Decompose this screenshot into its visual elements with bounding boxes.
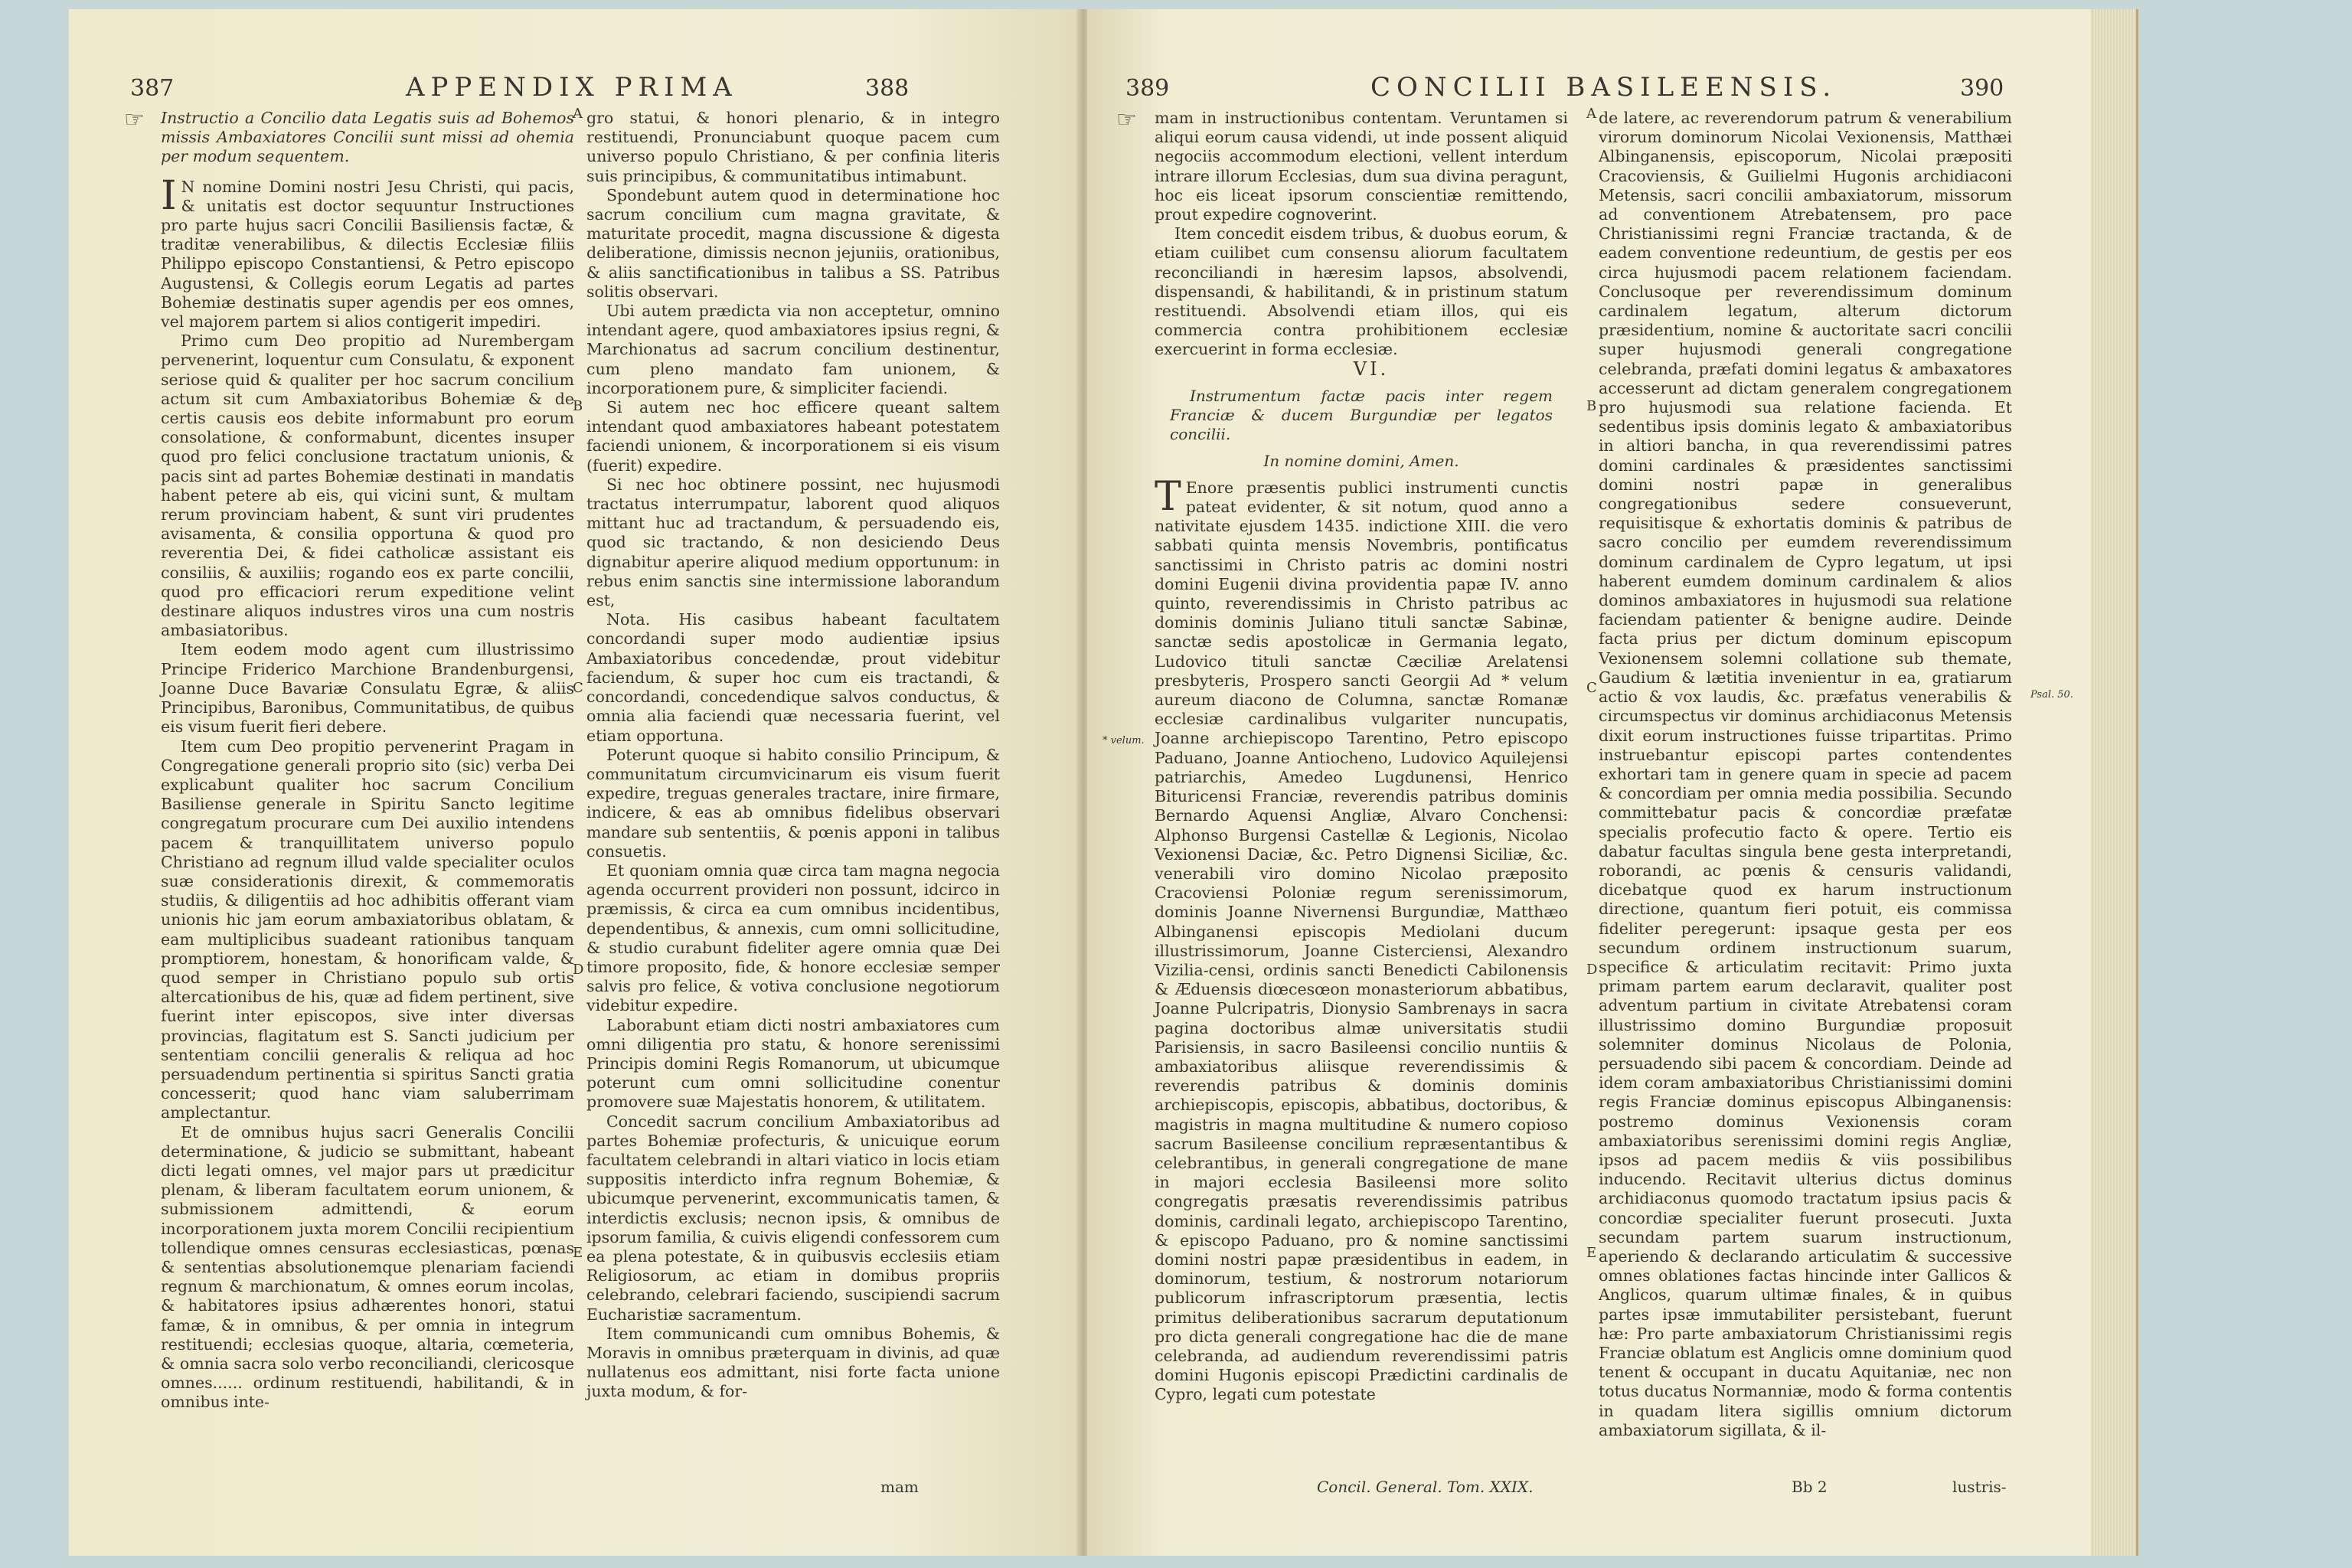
paragraph [586,861,1000,1016]
left-page-column-1 [161,109,574,1413]
page-number-389: 389 [1125,75,1170,102]
paragraph-text: Instrumentum factæ pacis inter regem Franciæ & ducem Burgundiæ per legatos concilii. [1170,386,1553,443]
paragraph-text: Item cum Deo propitio pervenerint Pragam in Congregatione generali proprio sito (sic) verba Dei explicabunt qualiter hoc sacrum Concilium Basiliense generale in Spiritu Sancto legitime congregatum procurare cum Dei auxilio intendens pacem & tranquillitatem universo populo Christiano ad regnum illud valde specialiter oculos suæ considerationis direxit, & commemoratis studiis, & diligentiis ad hoc adhibitis offerant viam unionis hic jam eorum ambaxiatoribus oblatam, & eam multiplicibus suadeant rationibus tanquam promptiorem, honestam, & honorificam valde, & quod semper in Christiano populo sub ortis altercationibus de his, quæ ad fidem pertinent, sive fuerint inter episcopos, sive inter diversas provincias, flagitatum est S. Sancti judicium per sententiam concilii generalis & reliqua ad hoc persuadendum pertinentia si spiritus Sancti gratia concesserit; quod hanc viam saluberrimam amplectantur. [161,737,574,1122]
running-head-appendix: APPENDIX PRIMA [406,72,738,103]
paragraph-text: Si nec hoc obtinere possint, nec hujusmodi tractatus interrumpatur, laborent quod aliquos mittant huc ad tractandum, & persuadendo eis, quod sic tractando, & non desiciendo Deus dignabitur aperire aliquod medium opportunum: in rebus enim sanctis sine intermissione laborandum est, [586,475,1000,610]
section-heading [1170,387,1553,444]
paragraph-text: mam in instructionibus contentam. Veruntamen si aliqui eorum causa videndi, ut inde possent aliquid negociis accommodum electioni, vellent interdum intrare illorum Ecclesias, dum sua divina peragunt, hoc eis liceat ipsorum conscientiæ remittendo, prout expedire cognoverint. [1155,109,1568,224]
paragraph-text: Item concedit eisdem tribus, & duobus eorum, & etiam cuilibet cum consensu aliorum facultatem reconciliandi in hæresim lapsos, absolvendi, dispensandi, & habilitandi, & in pristinum statum restituendi. Absolvendi etiam illos, qui eis commercia contra prohibitionem ecclesiæ exercuerint in forma ecclesiæ. [1155,224,1568,359]
paragraph [586,186,1000,302]
paragraph [586,109,1000,186]
page-edges [2090,9,2138,1556]
paragraph-text: Et quoniam omnia quæ circa tam magna negocia agenda occurrent provideri non possunt, idcirco in præmissis, & circa ea cum omnibus incidentibus, dependentibus, & annexis, cum omni sollicitudine, & studio curabunt fideliter agere omnia quæ Dei timore proposito, fide, & honore ecclesiæ semper salvis pro felice, & votiva conclusione negotiorum videbitur expedire. [586,861,1000,1015]
margin-note-velum: * velum. [1102,735,1145,746]
paragraph-text: Instructio a Concilio data Legatis suis ad Bohemos missis Ambaxiatores Concilii sunt missi ad ohemia per modum sequentem. [161,109,574,166]
paragraph-text: Ubi autem prædicta via non acceptetur, omnino intendant agere, quod ambaxiatores ipsius regni, & Marchionatus ad sacrum concilium destinentur, cum pleno mandato fam unionem, & incorporationem pure, & simpliciter faciendi. [586,302,1000,397]
section-letter-c-left: C [573,680,583,696]
paragraph [586,475,1000,610]
paragraph-text: Spondebunt autem quod in determinatione hoc sacrum concilium cum magna gravitate, & maturitate procedit, magna discussione & digesta deliberatione, dimissis necnon jejuniis, orationibus, & aliis sanctificationibus in talibus a SS. Patribus solitis observari. [586,185,1000,301]
section-letter-d-right: D [1586,962,1598,978]
paragraph [586,746,1000,861]
section-letter-a-right: A [1586,106,1596,122]
footer-signature: Bb 2 [1792,1478,1828,1496]
footer-volume: Concil. General. Tom. XXIX. [1317,1478,1534,1496]
paragraph [161,172,574,332]
paragraph-text: VI. [1353,358,1390,380]
section-number [1155,360,1568,379]
section-letter-b-right: B [1586,398,1597,414]
paragraph-text: Primo cum Deo propitio ad Nurembergam pervenerint, loquentur cum Consulatu, & exponent seriose quid & qualiter per hoc sacrum concilium actum sit cum Ambaxiatoribus Bohemiæ & de certis causis eos debite informabunt pro eorum consolatione, & conformabunt, dicentes insuper quod pro felici conclusione tractatum unionis, & pacis sint ad partes Bohemiæ destinati in mandatis habent petere ab eis, qui vicini sunt, & multam rerum provinciam habent, & sunt viri prudentes avisamenta, & consilia opportuna & quod pro reverentia Dei, & fidei catholicæ assistant eis consiliis, & auxiliis; rogando eos ex parte concilii, quod pro efficaciori rerum expeditione velint destinare aliquos industres viros una cum nostris ambasiatoribus. [161,332,574,640]
left-page [69,9,1080,1556]
paragraph-text: Poterunt quoque si habito consilio Principum, & communitatum circumvicinarum eis visum fuerit expedire, treguas generales tractare, inire firmare, indicere, & eas ab omnibus fidelibus observari mandare sub sententiis, & pœnis apponi in talibus consuetis. [586,745,1000,861]
margin-note-psalm: Psal. 50. [2030,689,2073,701]
book-spread [69,9,2128,1556]
paragraph [1599,109,2012,1440]
paragraph [1155,473,1568,1405]
left-page-column-2 [586,109,1000,1402]
paragraph [586,1112,1000,1325]
paragraph [161,109,574,167]
left-catchword: mam [880,1478,919,1496]
right-page-column-2 [1599,109,2012,1440]
paragraph-text: Item eodem modo agent cum illustrissimo Principe Friderico Marchione Brandenburgensi, Joanne Duce Bavariæ Consulatu Egræ, & aliis Principibus, Baronibus, Communitatibus, de quibus eis visum fuerit fieri debere. [161,640,574,737]
paragraph-text: Enore præsentis publici instrumenti cunctis pateat evidenter, & sit notum, quod anno a nativitate ejusdem 1435. indictione XIII. die vero sabbati quinta mensis Novembris, pontificatus sanctissimi in Christo patris ac domini nostri domini Eugenii divina providentia papæ IV. anno quinto, reverendissimis in Christo patribus ac dominis dominis Juliano tituli sanctæ Sabinæ, sanctæ sedis apostolicæ in Germania legato, Ludovico tituli sanctæ Cæciliæ Arelatensi presbyteris, Prospero sancti Georgii Ad * velum aureum diacono de Columna, sanctæ Romanæ ecclesiæ cardinalibus vulgariter nuncupatis, Joanne archiepiscopo Tarentino, Petro episcopo Paduano, Joanne Antiocheno, Ludovico Aquilejensi patriarchis, Amedeo Lugdunensi, Henrico Bituricensi Franciæ, reverendis patribus dominis Bernardo Aquensi Angliæ, Alvaro Conchensi: Alphonso Burgensi Castellæ & Legionis, Nicolao Vexionensi Daciæ, &c. Petro Dignensi Siciliæ, &c. venerabili viro domino Nicolao præposito Cracoviensi Poloniæ regum serenissimorum, dominis Joanne Nivernensi Burgundiæ, Matthæo Albinganensi episcopis Mediolani ducum illustrissimorum, Joanne Cisterciensi, Alexandro Vizilia-censi, ordinis sancti Benedicti Cabilonensis & Æduensis diœcesœon monasteriorum abbatibus, Joanne Pulcripatris, Dionysio Sambrenays in sacra pagina doctoribus almæ universitatis studii Parisiensis, in sacro Basileensi concilio nuntiis & ambaxiatoribus aliisque reverendissimis & reverendis patribus & dominis dominis archiepiscopis, episcopis, abbatibus, doctoribus, & magistris in magna multitudine & numero copioso sacrum Basileense concilium repræsentantibus & celebrantibus, in generali congregatione de mane in majori ecclesia Basileensi more solito congregatis præsatis reverendissimis patribus dominis, cardinali legato, archiepiscopo Tarentino, & episcopo Paduano, pro & nomine sanctissimi domini nostri papæ præsidentibus in eadem, in dominorum, testium, & nostrorum notariorum publicorum infrascriptorum præsentia, lectis primitus deliberationibus sacrarum deputationum pro dicta generali congregatione hac die de mane celebranda, ad audiendum reverendissimi patris domini Hugonis episcopi Prædictini cardinalis de Cypro, legati cum potestate [1155,478,1568,1404]
paragraph [586,1016,1000,1112]
section-letter-b-left: B [573,398,583,414]
paragraph-text: Laborabunt etiam dicti nostri ambaxiatores cum omni diligentia pro statu, & honore serenissimi Principis domini Regis Romanorum, ut ubicumque poterunt cum omni sollicitudine conentur promovere suæ Majestatis honorem, & utilitatem. [586,1015,1000,1112]
right-catchword: lustris- [1952,1478,2007,1496]
paragraph [161,332,574,640]
paragraph-text: de latere, ac reverendorum patrum & venerabilium virorum dominorum Nicolai Vexionensis, Matthæi Albinganensis, episcoporum, Nicolai præpositi Cracoviensis, & Guilielmi Hugonis archidiaconi Metensis, sacri concilii ambaxiatorum, missorum ad conventionem Atrebatensem, pro pace Christianissimi regni Franciæ tractanda, & de eadem conventione redeuntium, de gestis per eos circa hujusmodi pacem relationem faciendam. Conclusoque per reverendissimum dominum cardinalem legatum, alterum dictorum præsidentium, nomine & auctoritate sacri concilii super hujusmodi generali congregatione celebranda, præfati domini legatus & ambaxatores accesserunt ad dictam generalem congregationem pro hujusmodi sua relatione facienda. Et sedentibus ipsis dominis legato & ambaxiatoribus in altiori bancha, in qua reverendissimi patres domini cardinales & præsidentes sanctissimi domini nostri papæ in generalibus congregationibus sedere consueverunt, requisitisque & exhortatis dominis & patribus de sacro concilio per eumdem reverendissimum dominum cardinalem de Cypro legatum, ut ipsi haberent eumdem dominum cardinalem & alios dominos ambaxiatores in hujusmodi sua relatione faciendam patienter & benigne audire. Deinde facta prius per dictum dominum episcopum Vexionensem solemni collatione sub themate, Gaudium & lætitia invenientur in ea, gratiarum actio & vox laudis, &c. præfatus venerabilis & circumspectus vir dominus archidiaconus Metensis dixit eorum instructiones fuisse tripartitas. Primo instruebantur episcopi partes contendentes exhortari tam in genere quam in specie ad pacem & concordiam per omnia media possibilia. Secundo committebatur pacis & concordiæ præfatæ specialis profecutio facto & opere. Tertio eis dabatur facultas singula bene gesta interpretandi, roborandi, ac pœnis & censuris validandi, dicebatque quod ex harum instructionum directione, quantum fieri potuit, eis commissa fideliter peregerunt: ipsaque gesta per eos secundum ordinem instructionum suarum, specifice & articulatim recitavit: Primo juxta primam partem earum declaravit, qualiter post adventum partium in civitate Atrebatensi coram illustrissimo domino Burgundiæ proposuit solemniter dominus Nicolaus de Polonia, persuadendo sibi pacem & concordiam. Deinde ad idem coram ambaxiatoribus Christianissimi domini regis Franciæ dominus episcopus Albinganensis: postremo dominus Vexionensis coram ambaxiatoribus serenissimi domini regis Angliæ, ipsos ad pacem mediis & viis possibilibus inducendo. Recitavit ulterius dictus dominus archidiaconus quomodo tractatum ipsius pacis & concordiæ specialiter fuerunt prosecuti. Juxta secundam partem suarum instructionum, aperiendo & declarando articulatim & successive omnes oblationes factas hincinde inter Gallicos & Anglicos, quarum ultimæ finales, & in quibus partes ipsæ immutabiliter persistebant, fuerunt hæ: Pro parte ambaxiatorum Christianissimi regis Franciæ oblatum est Anglicis omne dominium quod tenent & occupant in ducatu Aquitaniæ, nec non totus ducatus Normanniæ, modo & forma contentis in quadam litera sigillis omnium dictorum ambaxiatorum sigillata, & il- [1599,109,2012,1439]
section-letter-a-left: A [573,106,583,122]
page-number-388: 388 [865,75,910,102]
running-head-concilii: CONCILII BASILEENSIS. [1370,72,1838,103]
paragraph [161,737,574,1123]
page-number-390: 390 [1960,75,2004,102]
section-letter-e-right: E [1586,1245,1597,1261]
paragraph [1155,109,1568,224]
right-page-column-1 [1155,109,1568,1405]
paragraph [161,640,574,737]
section-letter-e-left: E [573,1245,583,1261]
right-page [1087,9,2090,1556]
paragraph [1155,224,1568,359]
manicule-icon-right: ☞ [1116,106,1137,133]
manicule-icon: ☞ [124,106,145,133]
paragraph-text: Si autem nec hoc efficere queant saltem intendant quod ambaxiatores habeant potestatem faciendi unionem, & incorporationem si eis visum (fuerit) expedire. [586,398,1000,475]
paragraph-text: Et de omnibus hujus sacri Generalis Concilii determinatione, & judicio se submittant, habeant dicti legati omnes, vel major pars ut prædicitur plenam, & liberam facultatem eorum unionem, & submissionem admittendi, & eorum incorporationem juxta morem Concilii recipientium tollendique omnes censuras ecclesiasticas, pœnas & sententias absolutionemque plenariam faciendi regnum & marchionatum, & omnes eorum incolas, & habitatores ipsius adhærentes honori, statui famæ, & in omnibus, & per omnia in integrum restituendi; ecclesias quoque, altaria, cœmeteria, & omnia sacra solo verbo reconciliandi, clericosque omnes...... ordinum restituendi, habilitandi, & in omnibus inte- [161,1122,574,1412]
paragraph-text: Nota. His casibus habeant facultatem concordandi super modo audientiæ ipsius Ambaxiatoribus concedendæ, prout videbitur faciendum, & super hoc cum eis tractandi, & concordandi, concedendique salvos conductus, & omnia alia faciendi quæ necessaria fuerint, vel etiam opportuna. [586,610,1000,745]
paragraph [586,1325,1000,1402]
paragraph [586,398,1000,475]
page-number-387: 387 [130,75,175,102]
paragraph-text: In nomine domini, Amen. [1263,451,1459,470]
drop-cap: T [1155,473,1181,520]
section-letter-d-left: D [573,962,584,978]
section-heading [1170,452,1553,471]
paragraph-text: Concedit sacrum concilium Ambaxiatoribus ad partes Bohemiæ profecturis, & unicuique eorum facultatem celebrandi in altari viatico in locis etiam suppositis interdicto infra regnum Bohemiæ, & ubicumque pervenerint, excommunicatis tamen, & interdictis exclusis; necnon ipsis, & omnibus de ipsorum familia, & cuivis eligendi confessorem cum ea plena potestate, & in quibusvis ecclesiis etiam Religiosorum, ac etiam in domibus propriis celebrando, celebrari faciendo, suscipiendi sacrum Eucharistiæ sacramentum. [586,1112,1000,1324]
paragraph-text: Item communicandi cum omnibus Bohemis, & Moravis in omnibus præterquam in divinis, ad quæ nullatenus eos admittant, nisi forte facta unione juxta modum, & for- [586,1324,1000,1401]
section-letter-c-right: C [1586,680,1597,696]
paragraph-text: N nomine Domini nostri Jesu Christi, qui pacis, & unitatis est doctor sequuntur Instructiones pro parte hujus sacri Concilii Basiliensis factæ, & traditæ venerabilibus, & dilectis Ecclesiæ filiis Philippo episcopo Constantiensi, & Petro episcopo Augustensi, & Collegis eorum Legatis ad partes Bohemiæ destinatis super agendis per eos omnes, vel majorem partem si alios contigerit impediri. [161,177,574,332]
paragraph [586,302,1000,398]
drop-cap: I [161,172,177,219]
paragraph [586,610,1000,745]
paragraph [161,1123,574,1413]
paragraph-text: gro statui, & honori plenario, & in integro restituendi, Pronunciabunt quoque pacem cum universo populo Christiano, & per confinia literis suis principibus, & communitatibus intimabunt. [586,109,1000,185]
